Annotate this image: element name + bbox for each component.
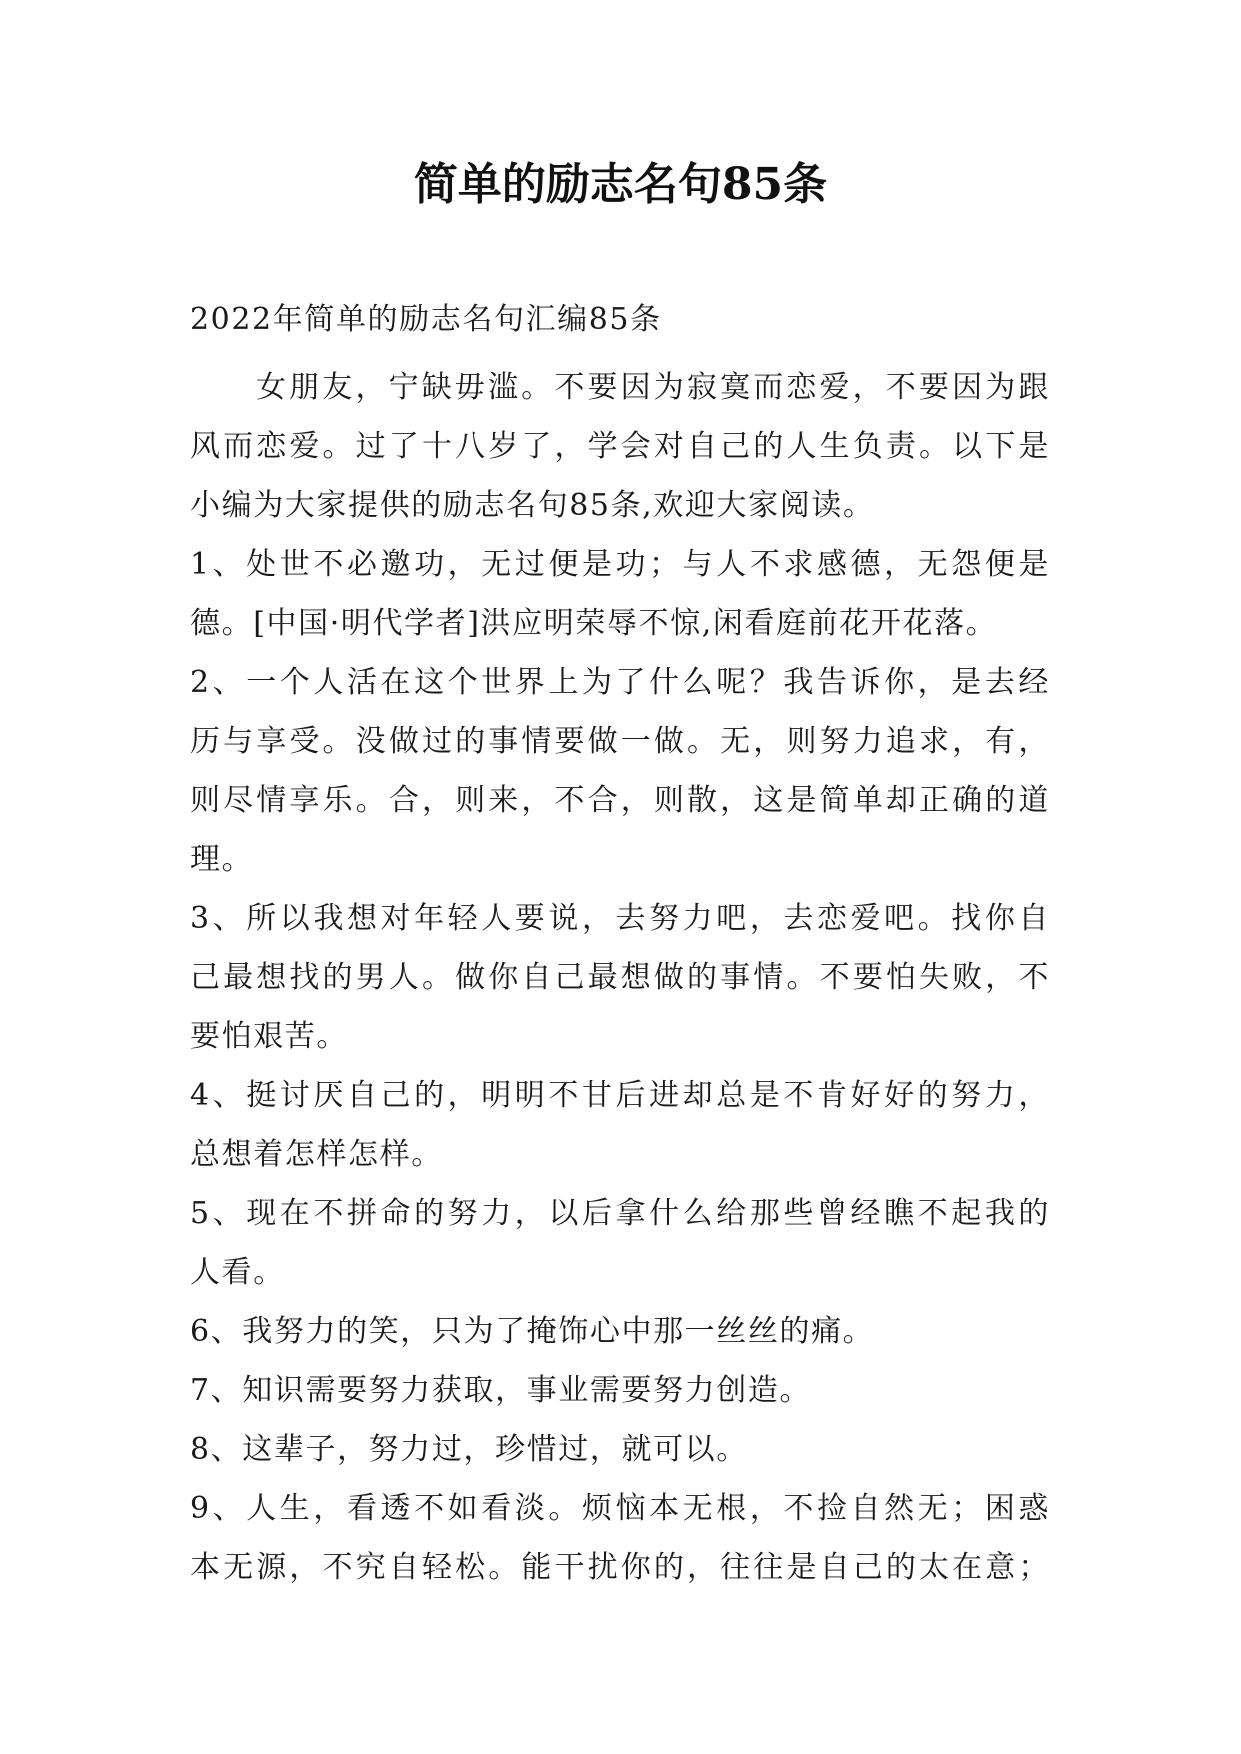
paragraph-line: 本无源，不究自轻松。能干扰你的，往往是自己的太在意； <box>190 1550 1050 1585</box>
list-item <box>190 1479 1050 1597</box>
paragraph-line: 理。 <box>190 842 254 877</box>
paragraph-line: 8、这辈子，努力过，珍惜过，就可以。 <box>190 1432 748 1467</box>
paragraph-line: 小编为大家提供的励志名句85条,欢迎大家阅读。 <box>190 488 875 523</box>
paragraph-line: 风而恋爱。过了十八岁了，学会对自己的人生负责。以下是 <box>190 429 1050 464</box>
list-item <box>190 889 1050 1066</box>
list-item <box>190 1066 1050 1184</box>
paragraph-line: 7、知识需要努力获取，事业需要努力创造。 <box>190 1373 812 1408</box>
list-item <box>190 1302 1050 1361</box>
paragraph-line: 女朋友，宁缺毋滥。不要因为寂寞而恋爱，不要因为跟 <box>256 370 1050 405</box>
paragraph-line: 历与享受。没做过的事情要做一做。无，则努力追求，有， <box>190 724 1050 759</box>
list-item <box>190 653 1050 889</box>
paragraph-line: 4、挺讨厌自己的，明明不甘后进却总是不肯好好的努力， <box>190 1078 1050 1113</box>
document-body <box>190 290 1050 1597</box>
paragraph-line: 2、一个人活在这个世界上为了什么呢？我告诉你，是去经 <box>190 665 1050 700</box>
paragraph-line: 要怕艰苦。 <box>190 1019 348 1054</box>
paragraph-line: 5、现在不拼命的努力，以后拿什么给那些曾经瞧不起我的 <box>190 1196 1050 1231</box>
paragraph-line: 德。[中国·明代学者]洪应明荣辱不惊,闲看庭前花开花落。 <box>190 606 998 641</box>
list-item <box>190 535 1050 653</box>
page-title: 简单的励志名句85条 <box>413 159 828 210</box>
paragraph-line: 则尽情享乐。合，则来，不合，则散，这是简单却正确的道 <box>190 783 1050 818</box>
paragraph-line: 1、处世不必邀功，无过便是功；与人不求感德，无怨便是 <box>190 547 1050 582</box>
paragraph-line: 9、人生，看透不如看淡。烦恼本无根，不捡自然无；困惑 <box>190 1491 1050 1526</box>
list-item <box>190 1420 1050 1479</box>
intro-paragraph <box>190 358 1050 535</box>
paragraph-line: 3、所以我想对年轻人要说，去努力吧，去恋爱吧。找你自 <box>190 901 1050 936</box>
paragraph-line: 人看。 <box>190 1255 285 1290</box>
subtitle-line: 2022年简单的励志名句汇编85条 <box>190 302 662 337</box>
paragraph-line: 总想着怎样怎样。 <box>190 1137 443 1172</box>
list-item <box>190 1184 1050 1302</box>
list-item <box>190 1361 1050 1420</box>
paragraph-line: 6、我努力的笑，只为了掩饰心中那一丝丝的痛。 <box>190 1314 875 1349</box>
paragraph-line: 己最想找的男人。做你自己最想做的事情。不要怕失败，不 <box>190 960 1050 995</box>
